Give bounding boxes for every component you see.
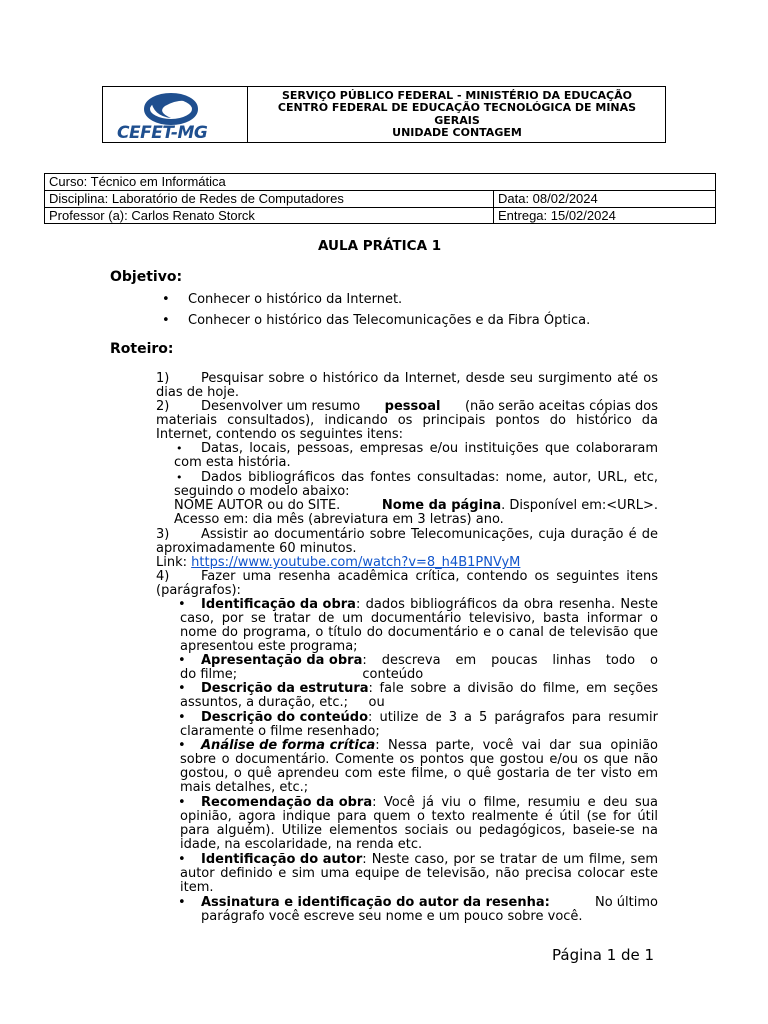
institution-line-2: CENTRO FEDERAL DE EDUCAÇÃO TECNOLÓGICA DE MINAS	[277, 101, 637, 114]
review-item	[201, 739, 658, 753]
step-2-text	[201, 400, 658, 414]
bullet-icon: •	[178, 895, 186, 910]
review-item-text: mais detalhes, etc.;	[180, 780, 309, 795]
review-item-text: : Neste caso, por se tratar de um filme, sem	[362, 852, 658, 867]
objetivo-heading: Objetivo:	[110, 269, 183, 285]
review-item	[201, 654, 658, 682]
step-2-bold: pessoal	[384, 399, 441, 414]
review-item-text: caso, por se tratar de um documentário televisivo, basta informar o	[180, 611, 658, 626]
review-item-title: Apresentação da obra	[201, 653, 363, 668]
step-3-text: aproximadamente 60 minutos.	[156, 541, 357, 556]
step-2-text: Internet, contendo os seguintes itens:	[156, 427, 403, 442]
review-item	[201, 598, 658, 612]
citation-part	[382, 499, 658, 513]
review-item-text: assuntos, a duração, etc.;	[180, 695, 349, 710]
review-item-text: idade, na escolaridade, na renda etc.	[180, 837, 423, 852]
review-item-title: Descrição da estrutura	[201, 681, 369, 696]
roteiro-heading: Roteiro:	[110, 341, 174, 357]
objetivo-item: Conhecer o histórico da Internet.	[188, 292, 403, 307]
bullet-icon: •	[162, 292, 170, 307]
review-item-title: Assinatura e identificação do autor da resenha:	[201, 895, 550, 910]
table-row	[45, 208, 715, 224]
review-item-text: gostou, o quê aprendeu com este filme, o quê gostaria de ter visto em	[180, 766, 658, 781]
review-item-text: sobre o documentário. Comente os pontos que gostou e/ou os que não	[180, 752, 658, 767]
bullet-icon: •	[178, 597, 186, 612]
review-item	[201, 796, 658, 810]
cefet-mg-logo	[113, 90, 225, 142]
citation-part: . Disponível em:<URL>.	[501, 498, 658, 513]
course-info-table	[44, 173, 716, 224]
bullet-icon: •	[176, 471, 183, 484]
review-item-text: : descreva em poucas linhas todo o conteúdo	[362, 653, 658, 682]
review-item-text: parágrafo você escreve seu nome e um pouco sobre você.	[201, 909, 583, 924]
bullet-icon: •	[176, 442, 183, 455]
review-item-text: : utilize de 3 a 5 parágrafos para resumir	[368, 710, 658, 725]
bullet-icon: •	[178, 852, 186, 867]
table-row	[45, 174, 715, 190]
link-line	[156, 556, 520, 570]
review-item-title: Análise de forma crítica	[201, 738, 376, 753]
review-item-text: apresentou este programa;	[180, 639, 358, 654]
review-item	[201, 711, 658, 725]
step-4-text: Fazer uma resenha acadêmica crítica, contendo os seguintes itens	[201, 569, 658, 584]
data-cell: Data: 08/02/2024	[498, 191, 598, 206]
bullet-icon: •	[178, 795, 186, 810]
institution-line-1: SERVIÇO PÚBLICO FEDERAL - MINISTÉRIO DA EDUCAÇÃO	[282, 88, 632, 102]
step-2-text-part: (não serão aceitas cópias dos	[464, 399, 658, 414]
step-number: 3)	[156, 527, 170, 542]
bullet-icon: •	[178, 653, 186, 668]
review-item-text: : Nessa parte, você vai dar sua opinião	[375, 738, 658, 753]
table-row	[45, 191, 715, 207]
review-item-text: : fale sobre a divisão do filme, em seções ou	[368, 681, 658, 710]
citation-bold: Nome da página	[381, 498, 502, 513]
step-number: 4)	[156, 569, 170, 584]
review-item-text: do filme;	[180, 667, 238, 682]
page-number: Página 1 de 1	[552, 946, 655, 964]
curso-cell: Curso: Técnico em Informática	[49, 174, 226, 189]
institution-line-3: GERAIS	[434, 113, 480, 127]
review-item	[201, 896, 658, 910]
step-number: 1)	[156, 371, 170, 386]
professor-cell: Professor (a): Carlos Renato Storck	[49, 208, 255, 223]
review-item-text: opinião, agora indique para quem o texto realmente é útil (se for útil	[180, 809, 658, 824]
step-3-text: Assistir ao documentário sobre Telecomunicações, cuja duração é de	[201, 527, 658, 542]
bullet-text: com esta história.	[174, 455, 291, 470]
bullet-icon: •	[178, 710, 186, 725]
review-item-text: : dados bibliográficos da obra resenha. Neste	[355, 597, 658, 612]
logo-text: CEFET-MG	[117, 123, 208, 143]
review-item-title: Descrição do conteúdo	[201, 710, 369, 725]
step-number: 2)	[156, 399, 170, 414]
step-2-text-part: Desenvolver um resumo	[201, 399, 361, 414]
bullet-icon: •	[178, 738, 186, 753]
disciplina-cell: Disciplina: Laboratório de Redes de Computadores	[49, 191, 344, 206]
review-item-title: Recomendação da obra	[201, 795, 373, 810]
review-item-text: item.	[180, 880, 214, 895]
review-item-title: Identificação da obra	[201, 597, 356, 612]
step-4-text: (parágrafos):	[156, 583, 241, 598]
bullet-icon: •	[178, 681, 186, 696]
review-item-text: claramente o filme resenhado;	[180, 724, 380, 739]
bullet-text: Datas, locais, pessoas, empresas e/ou instituições que colaboraram	[201, 441, 658, 456]
table-column-divider	[493, 191, 494, 223]
review-item-title: Identificação do autor	[201, 852, 363, 867]
citation-model: Acesso em: dia mês (abreviatura em 3 letras) ano.	[174, 512, 504, 527]
step-1-text: dias de hoje.	[156, 385, 240, 400]
review-item-text: autor definido e sim uma equipe de televisão, não precisa colocar este	[180, 866, 658, 881]
review-item-text: : Você já viu o filme, resumiu e deu sua	[372, 795, 658, 810]
entrega-cell: Entrega: 15/02/2024	[498, 208, 616, 223]
citation-part: NOME AUTOR ou do SITE.	[174, 498, 341, 513]
review-item-text: para alguém). Utilize elementos sociais ou pedagógicos, baseie-se na	[180, 823, 658, 838]
review-item-text: No último	[595, 895, 658, 910]
page-title: AULA PRÁTICA 1	[318, 238, 442, 254]
header-box	[102, 86, 666, 143]
bullet-icon: •	[162, 313, 170, 328]
institution-name	[248, 87, 666, 142]
link-label: Link:	[156, 555, 188, 570]
youtube-link[interactable]: https://www.youtube.com/watch?v=8_h4B1PNVyM	[191, 555, 521, 570]
step-2-text: materiais consultados), indicando os principais pontos do histórico da	[156, 413, 658, 428]
citation-model	[174, 499, 658, 513]
bullet-text: seguindo o modelo abaixo:	[174, 484, 350, 499]
review-item-text: nome do programa, o título do documentário e o canal de televisão que	[180, 625, 658, 640]
review-item	[201, 853, 658, 867]
step-1-text: Pesquisar sobre o histórico da Internet, desde seu surgimento até os	[201, 371, 658, 386]
institution-line-4: UNIDADE CONTAGEM	[392, 126, 522, 139]
bullet-text: Dados bibliográficos das fontes consultadas: nome, autor, URL, etc,	[201, 470, 658, 485]
objetivo-item: Conhecer o histórico das Telecomunicações e da Fibra Óptica.	[188, 313, 591, 328]
